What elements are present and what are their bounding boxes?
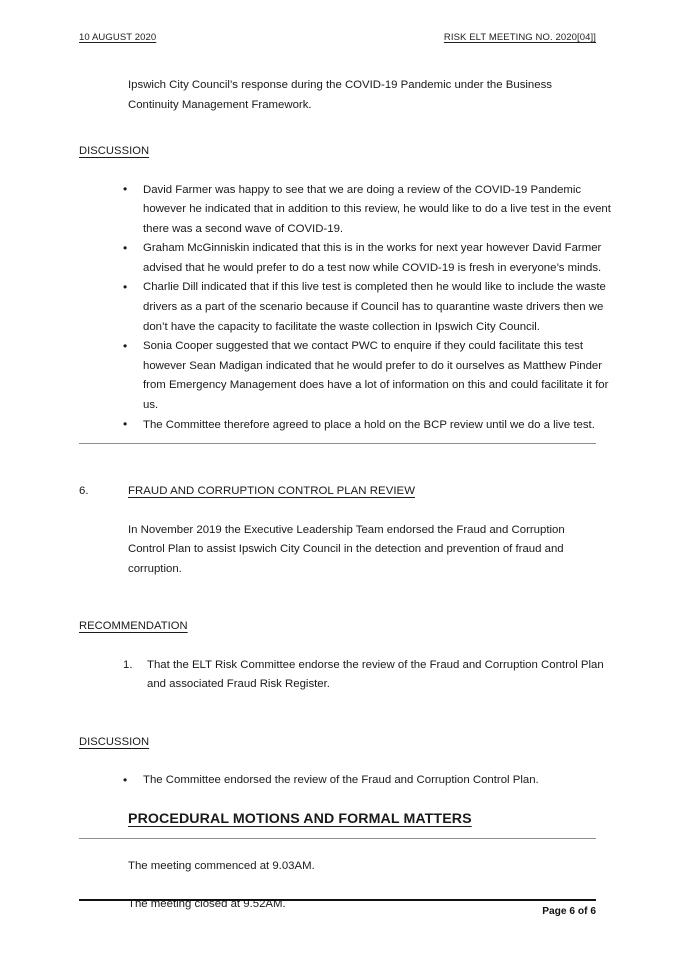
header-date: 10 AUGUST 2020 — [79, 32, 157, 43]
section-6-paragraph: In November 2019 the Executive Leadership Team endorsed the Fraud and Corruption Control Plan to assist Ipswich City Council in the detection and prevention of fraud and corruption. — [128, 523, 565, 575]
recommendation-heading: RECOMMENDATION — [79, 620, 188, 633]
discussion-bullet-list-2 — [79, 771, 596, 791]
meeting-commenced-text: The meeting commenced at 9.03AM. — [128, 859, 315, 872]
discussion-heading-2: DISCUSSION — [79, 735, 150, 748]
page-number: Page 6 of 6 — [542, 906, 596, 917]
procedural-motions-heading: PROCEDURAL MOTIONS AND FORMAL MATTERS — [128, 811, 472, 827]
discussion-heading-1: DISCUSSION — [79, 145, 150, 157]
list-item: • The Committee therefore agreed to place a hold on the BCP review until we do a live test. — [123, 416, 616, 436]
section-title: FRAUD AND CORRUPTION CONTROL PLAN REVIEW — [128, 485, 416, 498]
section-number: 6. — [79, 485, 89, 498]
intro-paragraph: Ipswich City Council’s response during the COVID-19 Pandemic under the Business Continuity Management Framework. — [128, 79, 552, 111]
list-item: • Graham McGinniskin indicated that this is in the works for next year however David Farmer advised that he would prefer to do a test now while COVID-19 is fresh in everyone’s minds. — [123, 239, 616, 278]
list-item: • David Farmer was happy to see that we are doing a review of the COVID-19 Pandemic however he indicated that in addition to this review, he would like to do a live test in the event there was a second wave of COVID-19. — [123, 181, 616, 240]
discussion-bullet-list-1 — [79, 181, 611, 436]
list-item: • Sonia Cooper suggested that we contact PWC to enquire if they could facilitate this test however Sean Madigan indicated that he would prefer to do it ourselves as Matthew Pinder from Emergency Management does have a lot of information on this and could facilitate it for us. — [123, 337, 616, 415]
document-body — [79, 76, 611, 915]
meeting-closed-text: The meeting closed at 9.52AM. — [128, 898, 286, 910]
footer-bottom-rule — [79, 899, 596, 901]
header-meeting-reference: RISK ELT MEETING NO. 2020[04]] — [443, 32, 596, 43]
list-item: • The Committee endorsed the review of the Fraud and Corruption Control Plan. — [123, 771, 616, 791]
list-item: • Charlie Dill indicated that if this live test is completed then he would like to include the waste drivers as a part of the scenario because if Council has to quarantine waste drivers then we don’t have the capacity to facilitate the waste collection in Ipswich City Council. — [123, 278, 616, 337]
list-item: That the ELT Risk Committee endorse the review of the Fraud and Corruption Control Plan and associated Fraud Risk Register. — [147, 658, 604, 691]
document-running-header — [79, 32, 596, 43]
recommendation-list — [79, 656, 604, 695]
footer-top-rule — [79, 838, 596, 839]
section-6-heading — [79, 482, 596, 502]
